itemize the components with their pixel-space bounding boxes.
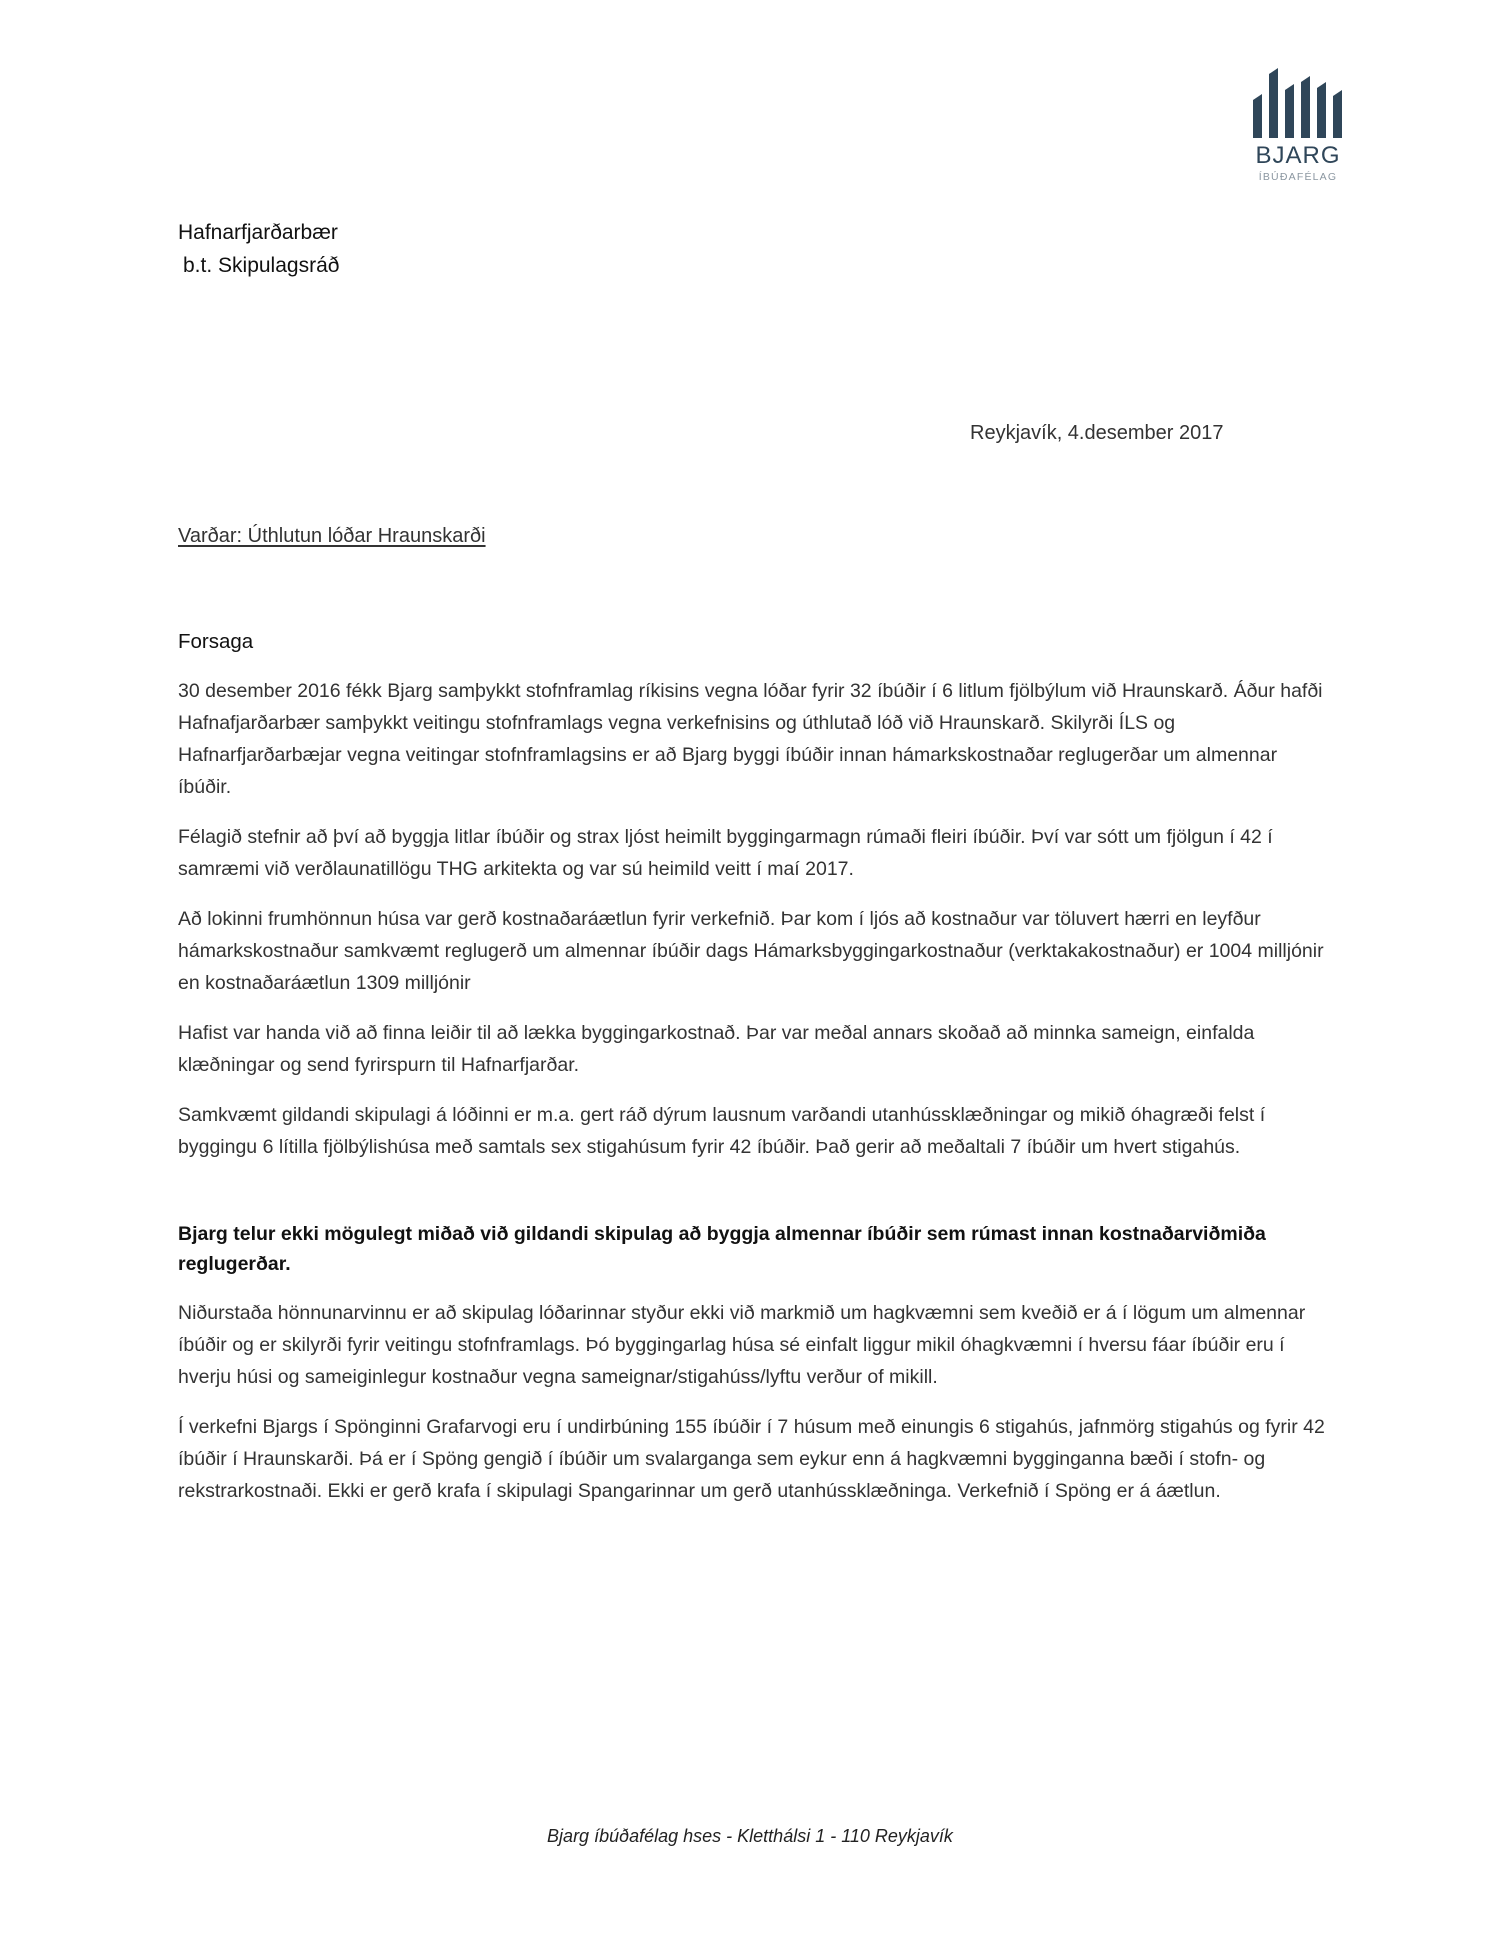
paragraph: Í verkefni Bjargs í Spönginni Grafarvogi eru í undirbúning 155 íbúðir í 7 húsum með einungis 6 stigahús, jafnmörg stigahús og fyrir 42 íbúðir í Hraunskarði. Þá er í Spöng gengið í íbúðir um svalarganga sem eykur enn á hagkvæmni bygginganna bæði í stofn- og rekstrarkostnaði. Ekki er gerð krafa í skipulagi Spangarinnar um gerð utanhússklæðninga. Verkefnið í Spöng er á áætlun. <box>178 1416 1325 1502</box>
logo-wordmark: BJARG <box>1255 142 1341 169</box>
bjarg-logo <box>1250 66 1350 183</box>
section-heading: Forsaga <box>178 630 254 653</box>
letter-footer: Bjarg íbúðafélag hses - Kletthálsi 1 - 110 Reykjavík <box>547 1826 953 1846</box>
addressee-name: Hafnarfjarðarbær <box>178 221 338 244</box>
paragraph: Félagið stefnir að því að byggja litlar íbúðir og strax ljóst heimilt byggingarmagn rúmaði fleiri íbúðir. Því var sótt um fjölgun í 42 í samræmi við verðlaunatillögu THG arkitekta og var sú heimild veitt í maí 2017. <box>178 826 1273 880</box>
paragraph: Hafist var handa við að finna leiðir til að lækka byggingarkostnað. Þar var meðal annars skoðað að minnka sameign, einfalda klæðningar og send fyrirspurn til Hafnarfjarðar. <box>178 1022 1255 1076</box>
building-bars-icon <box>1250 66 1346 138</box>
spacer <box>178 1181 1328 1219</box>
letter-date: Reykjavík, 4.desember 2017 <box>970 422 1224 444</box>
paragraph: 30 desember 2016 fékk Bjarg samþykkt stofnframlag ríkisins vegna lóðar fyrir 32 íbúðir í 6 litlum fjölbýlum við Hraunskarð. Áður hafði Hafnafjarðarbær samþykkt veitingu stofnframlags vegna verkefnisins og úthlutað lóð við Hraunskarð. Skilyrði ÍLS og Hafnarfjarðarbæjar vegna veitingar stofnframlagsins er að Bjarg byggi íbúðir innan hámarkskostnaðar reglugerðar um almennar íbúðir. <box>178 680 1323 798</box>
paragraph: Að lokinni frumhönnun húsa var gerð kostnaðaráætlun fyrir verkefnið. Þar kom í ljós að kostnaður var töluvert hærri en leyfður hámarkskostnaður samkvæmt reglugerð um almennar íbúðir dags Hámarksbyggingarkostnaður (verktakakostnaður) er 1004 milljónir en kostnaðaráætlun 1309 milljónir <box>178 908 1324 994</box>
section-heading: Bjarg telur ekki mögulegt miðað við gildandi skipulag að byggja almennar íbúðir sem rúmast innan kostnaðarviðmiða reglugerðar. <box>178 1223 1266 1275</box>
letter-body <box>178 627 1328 1525</box>
paragraph: Samkvæmt gildandi skipulagi á lóðinni er m.a. gert ráð dýrum lausnum varðandi utanhússklæðningar og mikið óhagræði felst í byggingu 6 lítilla fjölbýlishúsa með samtals sex stigahúsum fyrir 42 íbúðir. Það gerir að meðaltali 7 íbúðir um hvert stigahús. <box>178 1104 1266 1158</box>
addressee-block <box>178 216 339 282</box>
logo-subtitle: ÍBÚÐAFÉLAG <box>1258 171 1338 183</box>
addressee-attention: b.t. Skipulagsráð <box>183 254 340 277</box>
paragraph: Niðurstaða hönnunarvinnu er að skipulag lóðarinnar styður ekki við markmið um hagkvæmni sem kveðið er á í lögum um almennar íbúðir og er skilyrði fyrir veitingu stofnframlags. Þó byggingarlag húsa sé einfalt liggur mikil óhagkvæmni í hversu fáar íbúðir eru í hverju húsi og sameiginlegur kostnaður vegna sameignar/stigahúss/lyftu verður of mikill. <box>178 1302 1306 1388</box>
letter-subject: Varðar: Úthlutun lóðar Hraunskarði <box>178 525 486 547</box>
